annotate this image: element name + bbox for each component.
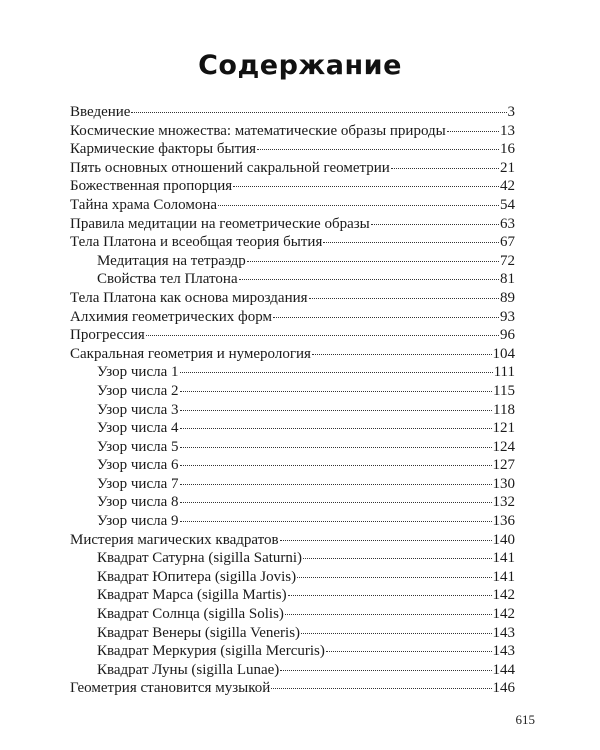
- toc-entry-page: 42: [500, 178, 515, 195]
- dot-leader: [280, 540, 492, 541]
- dot-leader: [180, 391, 493, 392]
- dot-leader: [280, 670, 491, 671]
- dot-leader: [180, 372, 493, 373]
- toc-entry-title: Геометрия становится музыкой: [70, 680, 271, 697]
- toc-entry[interactable]: [70, 122, 515, 141]
- toc-entry[interactable]: [70, 382, 515, 401]
- toc-entry[interactable]: [70, 326, 515, 345]
- toc-entry-title: Сакральная геометрия и нумерология: [70, 345, 311, 362]
- dot-leader: [146, 335, 499, 336]
- toc-entry-page: 144: [492, 661, 515, 678]
- table-of-contents: [70, 103, 515, 698]
- toc-entry[interactable]: [70, 679, 515, 698]
- toc-entry-title: Кармические факторы бытия: [70, 141, 257, 158]
- toc-entry[interactable]: [70, 270, 515, 289]
- dot-leader: [180, 484, 492, 485]
- toc-entry-page: 81: [500, 271, 515, 288]
- toc-entry-title: Прогрессия: [70, 327, 145, 344]
- toc-entry-page: 16: [500, 141, 515, 158]
- dot-leader: [273, 317, 499, 318]
- dot-leader: [180, 521, 492, 522]
- toc-entry-title: Узор числа 3: [97, 401, 179, 418]
- toc-entry-page: 54: [500, 196, 515, 213]
- toc-entry-title: Квадрат Венеры (sigilla Veneris): [97, 624, 301, 641]
- toc-entry[interactable]: [70, 140, 515, 159]
- dot-leader: [309, 298, 499, 299]
- toc-entry[interactable]: [70, 456, 515, 475]
- dot-leader: [239, 279, 499, 280]
- toc-entry-title: Алхимия геометрических форм: [70, 308, 273, 325]
- toc-entry-page: 96: [500, 327, 515, 344]
- dot-leader: [371, 224, 499, 225]
- toc-entry-title: Узор числа 4: [97, 420, 179, 437]
- toc-entry[interactable]: [70, 196, 515, 215]
- toc-entry-page: 118: [493, 401, 515, 418]
- toc-entry-page: 143: [492, 643, 515, 660]
- toc-entry[interactable]: [70, 103, 515, 122]
- toc-entry-title: Тела Платона и всеобщая теория бытия: [70, 234, 323, 251]
- toc-entry-title: Квадрат Юпитера (sigilla Jovis): [97, 568, 297, 585]
- toc-entry-title: Узор числа 5: [97, 438, 179, 455]
- toc-entry-page: 21: [500, 159, 515, 176]
- dot-leader: [180, 447, 492, 448]
- toc-entry-title: Узор числа 8: [97, 494, 179, 511]
- toc-entry-page: 72: [500, 252, 515, 269]
- toc-entry-page: 89: [500, 289, 515, 306]
- dot-leader: [447, 131, 499, 132]
- toc-entry-title: Узор числа 7: [97, 475, 179, 492]
- toc-entry-page: 93: [500, 308, 515, 325]
- toc-entry-page: 3: [507, 104, 515, 120]
- toc-entry-page: 136: [492, 513, 515, 530]
- toc-entry[interactable]: [70, 289, 515, 308]
- toc-entry-page: 141: [492, 568, 515, 585]
- toc-entry-title: Божественная пропорция: [70, 178, 233, 195]
- toc-entry-title: Квадрат Марса (sigilla Martis): [97, 587, 287, 604]
- dot-leader: [285, 614, 492, 615]
- dot-leader: [218, 205, 499, 206]
- toc-entry[interactable]: [70, 661, 515, 680]
- dot-leader: [301, 633, 491, 634]
- toc-entry-title: Квадрат Луны (sigilla Lunae): [97, 661, 280, 678]
- toc-entry-title: Квадрат Меркурия (sigilla Mercuris): [97, 643, 325, 660]
- dot-leader: [180, 502, 492, 503]
- toc-entry-title: Правила медитации на геометрические образы: [70, 215, 370, 232]
- toc-entry-page: 115: [493, 382, 515, 399]
- dot-leader: [312, 354, 492, 355]
- toc-entry-title: Узор числа 2: [97, 382, 179, 399]
- toc-entry-title: Мистерия магических квадратов: [70, 531, 279, 548]
- dot-leader: [391, 168, 499, 169]
- toc-entry[interactable]: [70, 475, 515, 494]
- page-title: Содержание: [198, 50, 402, 82]
- dot-leader: [180, 428, 492, 429]
- page-number: 615: [515, 712, 535, 727]
- toc-entry-page: 143: [492, 624, 515, 641]
- toc-entry-page: 140: [492, 531, 515, 548]
- toc-entry[interactable]: [70, 531, 515, 550]
- dot-leader: [247, 261, 499, 262]
- toc-entry-page: 124: [492, 438, 515, 455]
- dot-leader: [271, 688, 491, 689]
- toc-entry[interactable]: [70, 252, 515, 271]
- toc-entry-page: 127: [492, 457, 515, 474]
- toc-entry-page: 111: [493, 364, 515, 381]
- toc-entry-title: Пять основных отношений сакральной геометрии: [70, 159, 390, 176]
- toc-entry-page: 121: [492, 420, 515, 437]
- dot-leader: [303, 558, 491, 559]
- toc-entry-page: 63: [500, 215, 515, 232]
- toc-entry[interactable]: [70, 438, 515, 457]
- dot-leader: [297, 577, 491, 578]
- toc-entry-title: Медитация на тетраэдр: [97, 252, 246, 269]
- toc-entry-page: 142: [492, 606, 515, 623]
- dot-leader: [257, 149, 499, 150]
- toc-entry[interactable]: [70, 345, 515, 364]
- toc-entry-title: Космические множества: математические образы природы: [70, 122, 446, 139]
- toc-entry[interactable]: [70, 642, 515, 661]
- toc-entry[interactable]: [70, 493, 515, 512]
- toc-entry[interactable]: [70, 512, 515, 531]
- toc-entry[interactable]: [70, 177, 515, 196]
- toc-entry-title: Узор числа 6: [97, 457, 179, 474]
- toc-entry[interactable]: [70, 159, 515, 178]
- toc-entry[interactable]: [70, 401, 515, 420]
- toc-entry[interactable]: [70, 605, 515, 624]
- toc-entry[interactable]: [70, 624, 515, 643]
- toc-entry-page: 130: [492, 475, 515, 492]
- dot-leader: [288, 595, 492, 596]
- toc-entry[interactable]: [70, 549, 515, 568]
- toc-entry-title: Квадрат Солнца (sigilla Solis): [97, 606, 284, 623]
- toc-entry-page: 67: [500, 234, 515, 251]
- toc-entry[interactable]: [70, 308, 515, 327]
- toc-entry[interactable]: [70, 419, 515, 438]
- toc-entry-title: Узор числа 1: [97, 364, 179, 381]
- dot-leader: [326, 651, 492, 652]
- toc-entry-page: 104: [492, 345, 515, 362]
- toc-entry-page: 132: [492, 494, 515, 511]
- toc-entry[interactable]: [70, 233, 515, 252]
- toc-entry-title: Тайна храма Соломона: [70, 196, 218, 213]
- dot-leader: [323, 242, 499, 243]
- dot-leader: [180, 410, 493, 411]
- toc-entry[interactable]: [70, 363, 515, 382]
- toc-entry-page: 13: [500, 122, 515, 139]
- toc-entry[interactable]: [70, 568, 515, 587]
- dot-leader: [233, 186, 499, 187]
- toc-entry-title: Квадрат Сатурна (sigilla Saturni): [97, 550, 303, 567]
- toc-entry-title: Тела Платона как основа мироздания: [70, 289, 308, 306]
- toc-entry-page: 142: [492, 587, 515, 604]
- toc-entry-title: Свойства тел Платона: [97, 271, 238, 288]
- toc-entry-page: 141: [492, 550, 515, 567]
- toc-entry-title: Узор числа 9: [97, 513, 179, 530]
- dot-leader: [180, 465, 492, 466]
- toc-entry-page: 146: [492, 680, 515, 697]
- toc-entry[interactable]: [70, 586, 515, 605]
- toc-entry-title: Введение: [70, 104, 131, 120]
- dot-leader: [131, 112, 506, 113]
- toc-entry[interactable]: [70, 215, 515, 234]
